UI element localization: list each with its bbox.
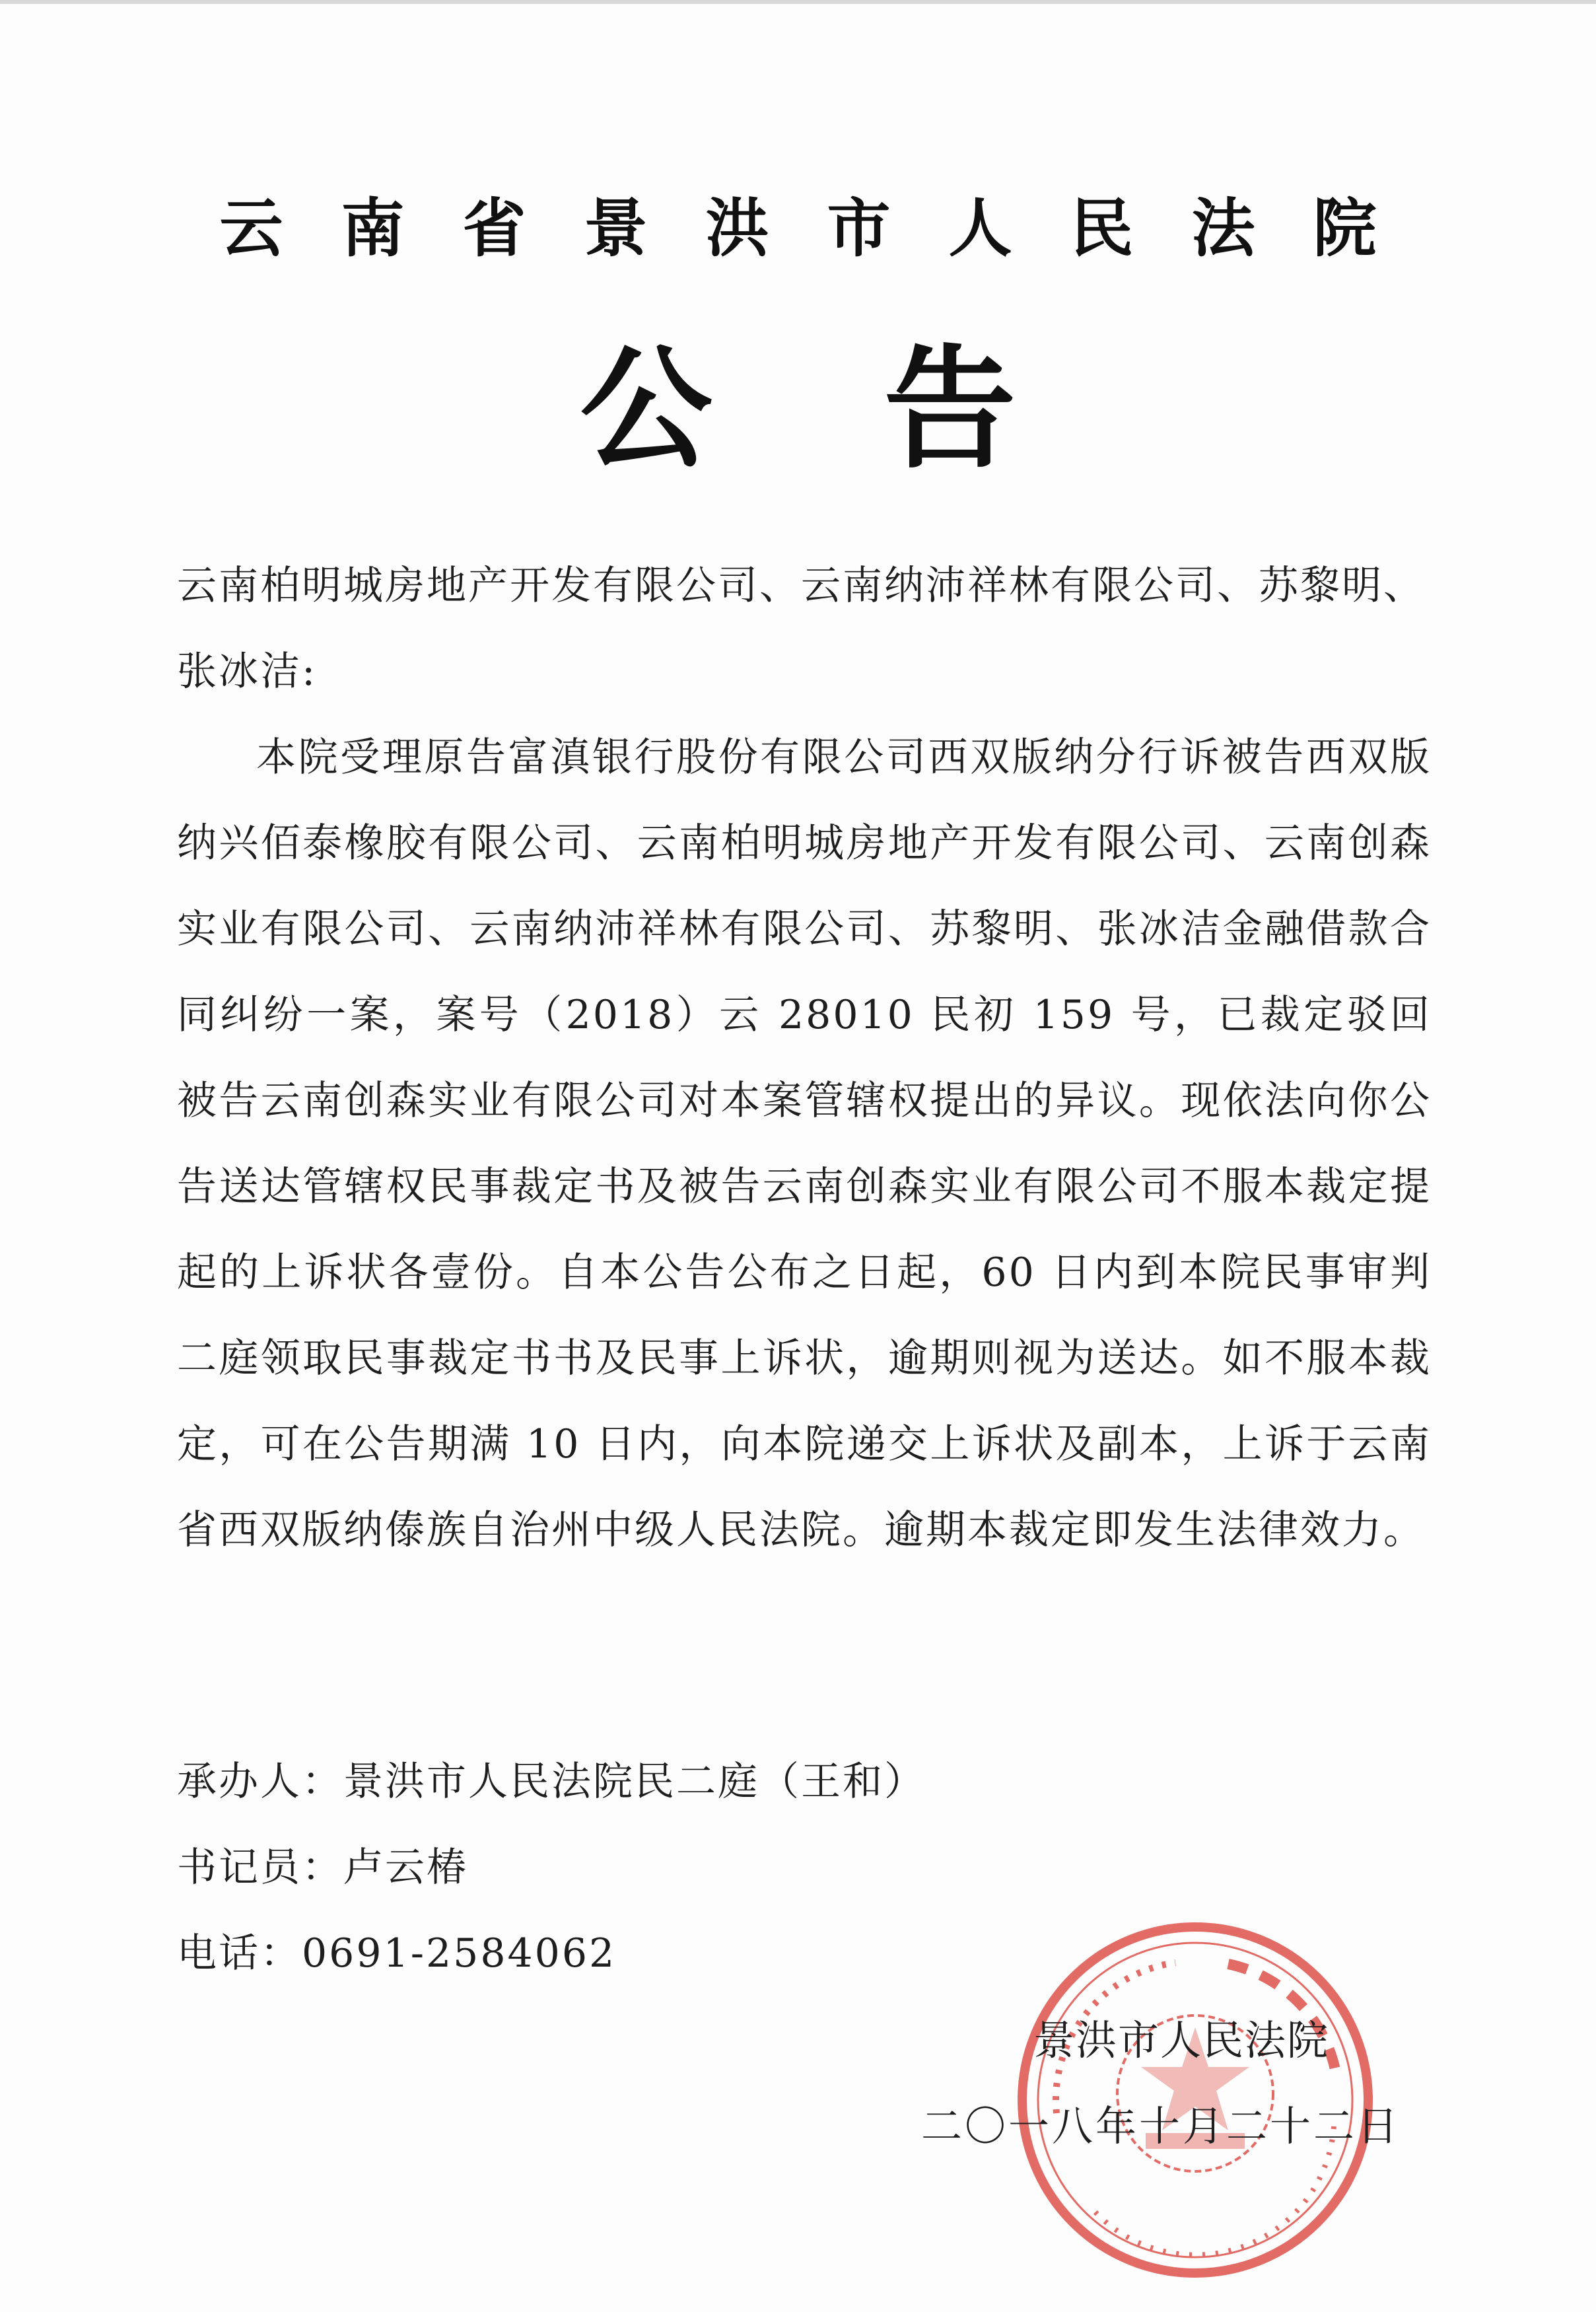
case-handler: 承办人：景洪市人民法院民二庭（王和）	[177, 1759, 926, 1805]
issue-date: 二〇一八年十月二十二日	[921, 2102, 1401, 2150]
court-clerk: 书记员：卢云椿	[177, 1844, 468, 1891]
document-type-title: 公告	[580, 333, 1188, 487]
addressee-line: 云南柏明城房地产开发有限公司、云南纳沛祥林有限公司、苏黎明、张冰洁:	[177, 563, 1425, 695]
scan-edge	[0, 0, 1596, 4]
notice-paragraph: 本院受理原告富滇银行股份有限公司西双版纳分行诉被告西双版纳兴佰泰橡胶有限公司、云南柏明城房地产开发有限公司、云南创森实业有限公司、云南纳沛祥林有限公司、苏黎明、张冰洁金融借款合同纠纷一案，案号（2018）云 28010 民初 159 号，已裁定驳回被告云南创森实业有限公司对本案管辖权提出的异议。现依法向你公告送达管辖权民事裁定书及被告云南创森实业有限公司不服本裁定提起的上诉状各壹份。自本公告公布之日起，60 日内到本院民事审判二庭领取民事裁定书书及民事上诉状，逾期则视为送达。如不服本裁定，可在公告期满 10 日内，向本院递交上诉状及副本，上诉于云南省西双版纳傣族自治州中级人民法院。逾期本裁定即发生法律效力。	[177, 734, 1432, 1553]
contact-phone: 电话：0691-2584062	[177, 1930, 617, 1977]
court-name-heading: 云南省景洪市人民法院	[219, 192, 1435, 265]
issuing-court: 景洪市人民法院	[1033, 2016, 1330, 2064]
